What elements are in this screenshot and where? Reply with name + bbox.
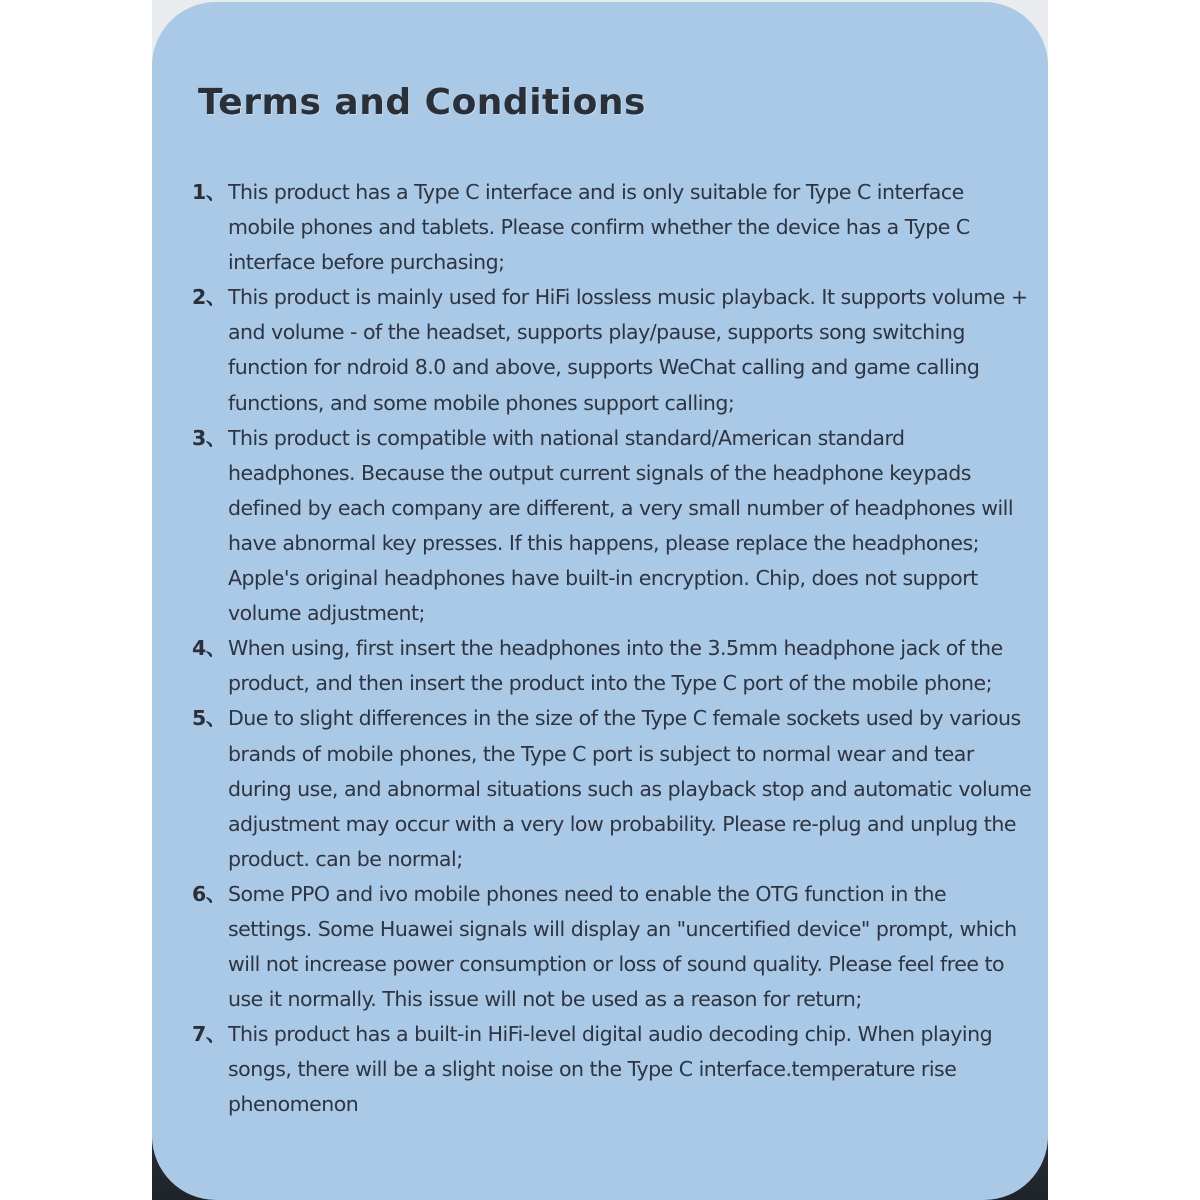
term-number: 2、 [192, 285, 226, 310]
term-number: 5、 [192, 706, 226, 731]
term-item-1 [192, 175, 1032, 280]
term-item-2 [192, 280, 1032, 420]
term-text: Some PPO and ivo mobile phones need to enable the OTG function in the settings. Some Huawei signals will display an "uncertified device" prompt, which will not increase power consumption or loss of sound quality. Please feel free to use it normally. This issue will not be used as a reason for return; [228, 881, 1017, 1012]
term-text: This product is compatible with national standard/American standard headphones. Because the output current signals of the headphone keypads defined by each company are different, a very small number of headphones will have abnormal key presses. If this happens, please replace the headphones; Apple's original headphones have built-in encryption. Chip, does not support volume adjustment; [228, 425, 1014, 626]
term-text: When using, first insert the headphones into the 3.5mm headphone jack of the product, and then insert the product into the Type C port of the mobile phone; [228, 636, 1003, 696]
term-text: This product has a Type C interface and is only suitable for Type C interface mobile phones and tablets. Please confirm whether the device has a Type C interface before purchasing; [228, 180, 970, 275]
term-text: This product has a built-in HiFi-level digital audio decoding chip. When playing songs, there will be a slight noise on the Type C interface.temperature rise phenomenon [228, 1022, 993, 1117]
term-number: 6、 [192, 881, 226, 906]
term-number: 4、 [192, 636, 226, 661]
terms-card [152, 2, 1048, 1200]
term-item-7 [192, 1017, 1032, 1122]
term-item-3 [192, 421, 1032, 632]
term-number: 3、 [192, 425, 226, 450]
page-title: Terms and Conditions [198, 82, 646, 123]
term-item-4 [192, 631, 1032, 701]
term-text: This product is mainly used for HiFi lossless music playback. It supports volume + and volume - of the headset, supports play/pause, supports song switching function for ndroid 8.0 and above, supports WeChat calling and game calling functions, and some mobile phones support calling; [228, 285, 1028, 415]
terms-list [192, 175, 1032, 1123]
term-number: 7、 [192, 1022, 226, 1047]
term-item-5 [192, 701, 1032, 876]
term-text: Due to slight differences in the size of the Type C female sockets used by various brands of mobile phones, the Type C port is subject to normal wear and tear during use, and abnormal situations such as playback stop and automatic volume adjustment may occur with a very low probability. Please re-plug and unplug the product. can be normal; [228, 706, 1032, 871]
term-item-6 [192, 877, 1032, 1017]
term-number: 1、 [192, 180, 226, 204]
